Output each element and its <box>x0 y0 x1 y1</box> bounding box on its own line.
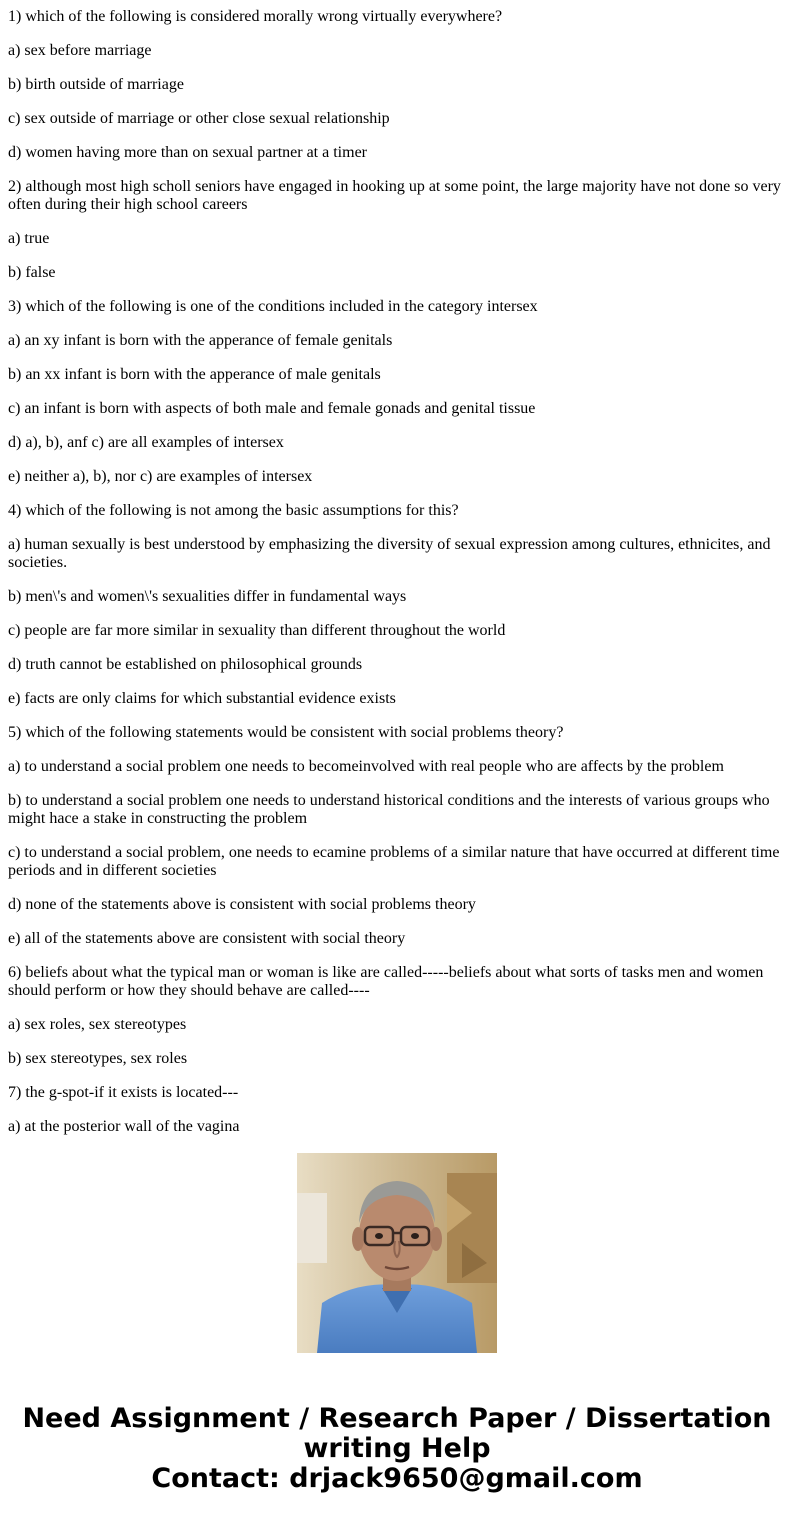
option-2b: b) false <box>8 264 56 281</box>
option-4b: b) men\'s and women\'s sexualities differ in fundamental ways <box>8 588 407 605</box>
question-4: 4) which of the following is not among the basic assumptions for this? <box>8 502 459 519</box>
promo-subheadline: writing Help <box>303 1433 491 1464</box>
option-1b: b) birth outside of marriage <box>8 76 184 93</box>
option-3c: c) an infant is born with aspects of both male and female gonads and genital tissue <box>8 400 536 417</box>
question-1: 1) which of the following is considered morally wrong virtually everywhere? <box>8 8 503 25</box>
tutor-portrait-image <box>297 1153 497 1353</box>
option-5e: e) all of the statements above are consistent with social theory <box>8 930 406 947</box>
tutor-avatar <box>297 1153 497 1353</box>
promo-contact: Contact: drjack9650@gmail.com <box>151 1463 643 1494</box>
option-5d: d) none of the statements above is consistent with social problems theory <box>8 896 476 913</box>
promo-headline: Need Assignment / Research Paper / Dissertation <box>22 1403 772 1434</box>
question-2: 2) although most high scholl seniors have engaged in hooking up at some point, the large majority have not done so very often during their high school careers <box>8 178 781 213</box>
option-7a: a) at the posterior wall of the vagina <box>8 1118 240 1135</box>
option-5c: c) to understand a social problem, one needs to ecamine problems of a similar nature that have occurred at different time periods and in different societies <box>8 844 780 879</box>
question-text-block <box>8 0 786 1135</box>
option-1a: a) sex before marriage <box>8 42 152 59</box>
promo-banner <box>0 1404 794 1494</box>
option-3d: d) a), b), anf c) are all examples of intersex <box>8 434 284 451</box>
option-3a: a) an xy infant is born with the apperance of female genitals <box>8 332 393 349</box>
option-3b: b) an xx infant is born with the apperance of male genitals <box>8 366 381 383</box>
option-5b: b) to understand a social problem one needs to understand historical conditions and the interests of various groups who might hace a stake in constructing the problem <box>8 792 770 827</box>
option-1d: d) women having more than on sexual partner at a timer <box>8 144 367 161</box>
question-7: 7) the g-spot-if it exists is located--- <box>8 1084 239 1101</box>
option-4e: e) facts are only claims for which substantial evidence exists <box>8 690 396 707</box>
option-5a: a) to understand a social problem one needs to becomeinvolved with real people who are affects by the problem <box>8 758 724 775</box>
option-1c: c) sex outside of marriage or other close sexual relationship <box>8 110 390 127</box>
question-6: 6) beliefs about what the typical man or woman is like are called-----beliefs about what sorts of tasks men and women should perform or how they should behave are called---- <box>8 964 764 999</box>
option-6b: b) sex stereotypes, sex roles <box>8 1050 188 1067</box>
option-4a: a) human sexually is best understood by emphasizing the diversity of sexual expression among cultures, ethnicites, and societies. <box>8 536 771 571</box>
option-3e: e) neither a), b), nor c) are examples of intersex <box>8 468 313 485</box>
option-6a: a) sex roles, sex stereotypes <box>8 1016 187 1033</box>
option-4d: d) truth cannot be established on philosophical grounds <box>8 656 363 673</box>
option-4c: c) people are far more similar in sexuality than different throughout the world <box>8 622 506 639</box>
question-3: 3) which of the following is one of the conditions included in the category intersex <box>8 298 538 315</box>
question-5: 5) which of the following statements would be consistent with social problems theory? <box>8 724 564 741</box>
option-2a: a) true <box>8 230 50 247</box>
